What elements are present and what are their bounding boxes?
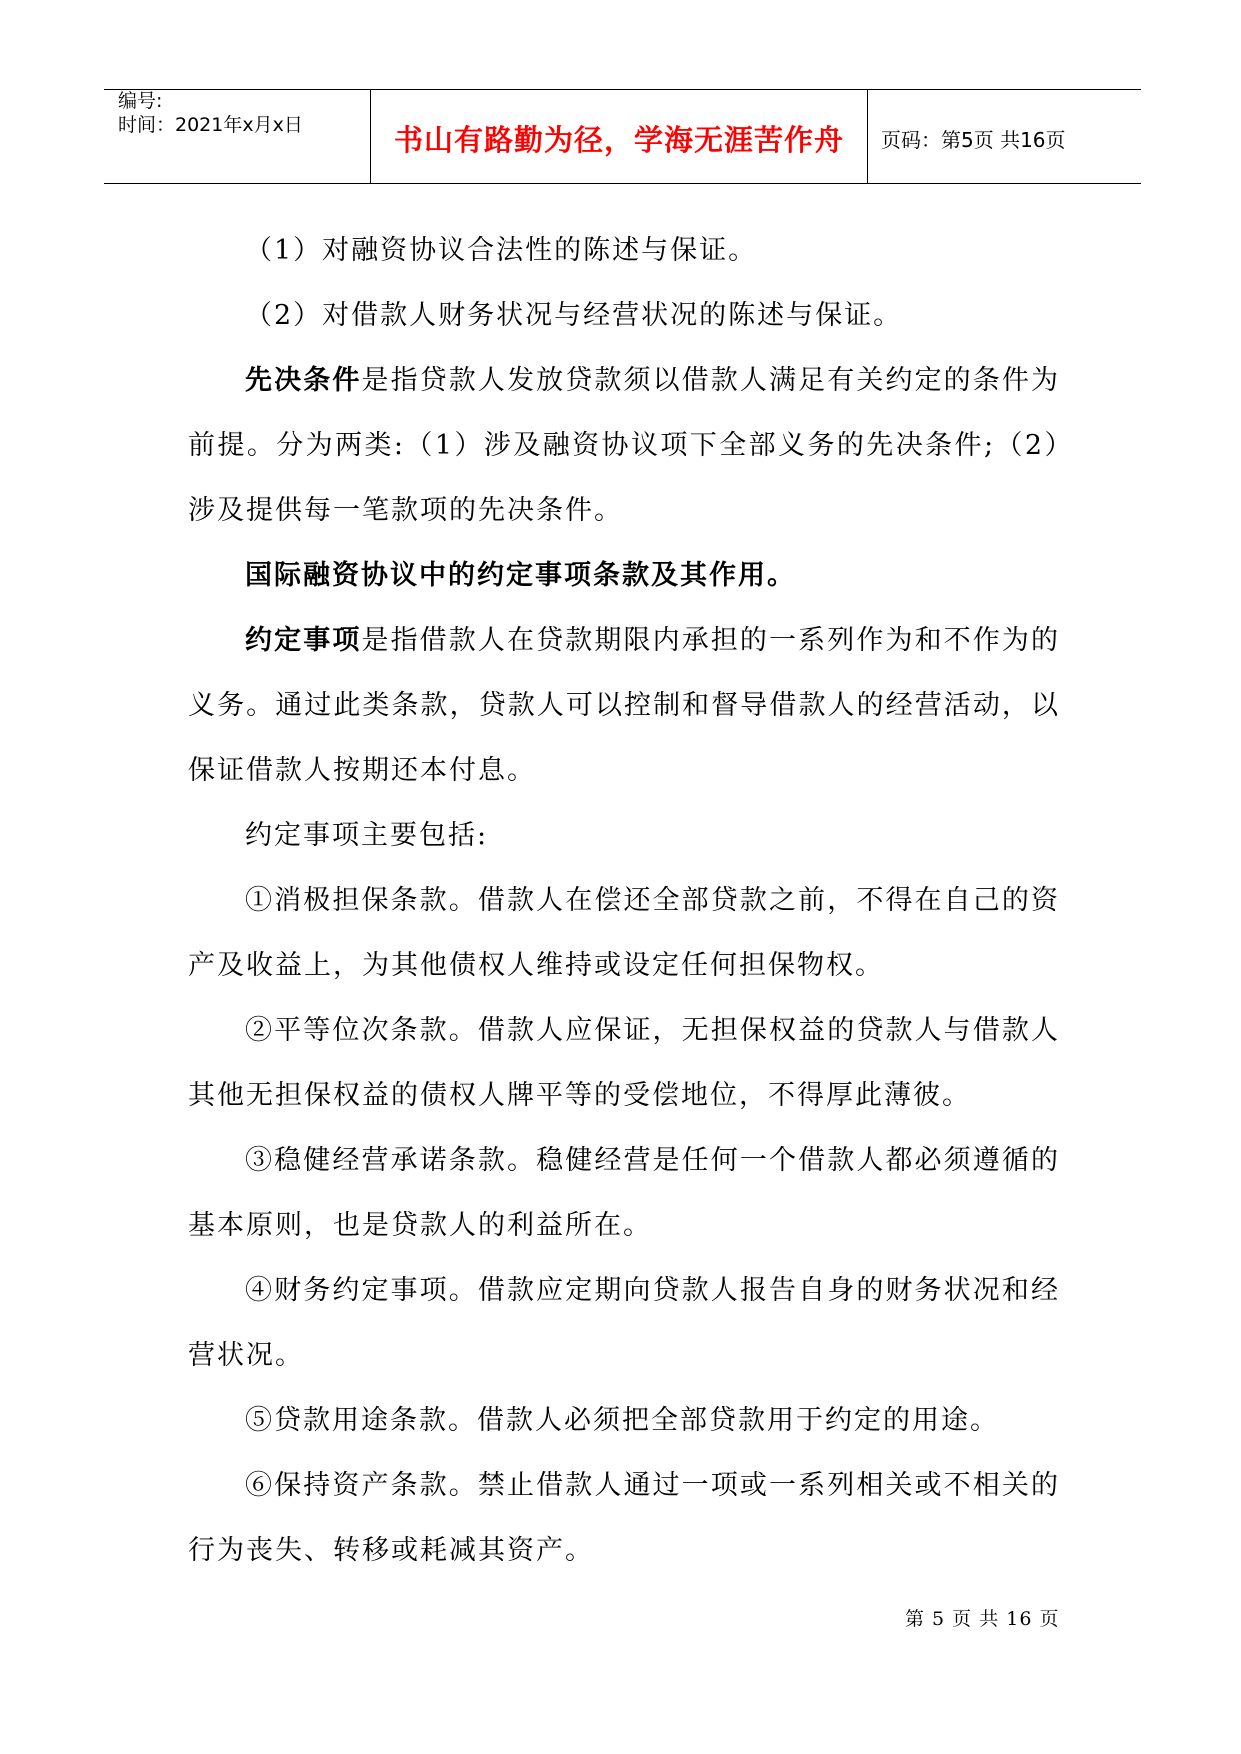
paragraph: （2）对借款人财务状况与经营状况的陈述与保证。 [245,300,903,331]
motto-text: 书山有路勤为径，学海无涯苦作舟 [393,123,844,157]
paragraph: 先决条件是指贷款人发放贷款须以借款人满足有关约定的条件为前提。分为两类:（1）涉及融资协议项下全部义务的先决条件;（2）涉及提供每一笔款项的先决条件。 [188,365,1061,526]
list-item: ③稳健经营承诺条款。稳健经营是任何一个借款人都必须遵循的基本原则，也是贷款人的利益所在。 [188,1145,1060,1241]
document-body [188,218,1060,1583]
header-page-info: 页码：第5页 共16页 [881,128,1066,152]
page-header [104,89,1141,184]
term-heading: 约定事项 [245,625,362,656]
paragraph: （1）对融资协议合法性的陈述与保证。 [245,235,758,266]
list-item: ④财务约定事项。借款应定期向贷款人报告自身的财务状况和经营状况。 [188,1275,1060,1371]
header-meta-cell [104,90,370,183]
document-time-label: 时间：2021年x月x日 [118,114,303,136]
document-number-label: 编号: [118,90,163,112]
header-motto-cell [370,90,868,183]
list-item: ⑤贷款用途条款。借款人必须把全部贷款用于约定的用途。 [245,1405,999,1436]
paragraph: 约定事项主要包括: [245,820,489,851]
page-footer: 第 5 页 共 16 页 [905,1608,1060,1630]
header-page-cell [867,90,1141,183]
term-heading: 先决条件 [245,365,362,396]
list-item: ①消极担保条款。借款人在偿还全部贷款之前，不得在自己的资产及收益上，为其他债权人维持或设定任何担保物权。 [188,885,1060,981]
list-item: ⑥保持资产条款。禁止借款人通过一项或一系列相关或不相关的行为丧失、转移或耗减其资产。 [188,1470,1060,1566]
paragraph: 约定事项是指借款人在贷款期限内承担的一系列作为和不作为的义务。通过此类条款，贷款人可以控制和督导借款人的经营活动，以保证借款人按期还本付息。 [188,625,1061,786]
list-item: ②平等位次条款。借款人应保证，无担保权益的贷款人与借款人其他无担保权益的债权人牌平等的受偿地位，不得厚此薄彼。 [188,1015,1060,1111]
section-heading: 国际融资协议中的约定事项条款及其作用。 [245,560,796,591]
